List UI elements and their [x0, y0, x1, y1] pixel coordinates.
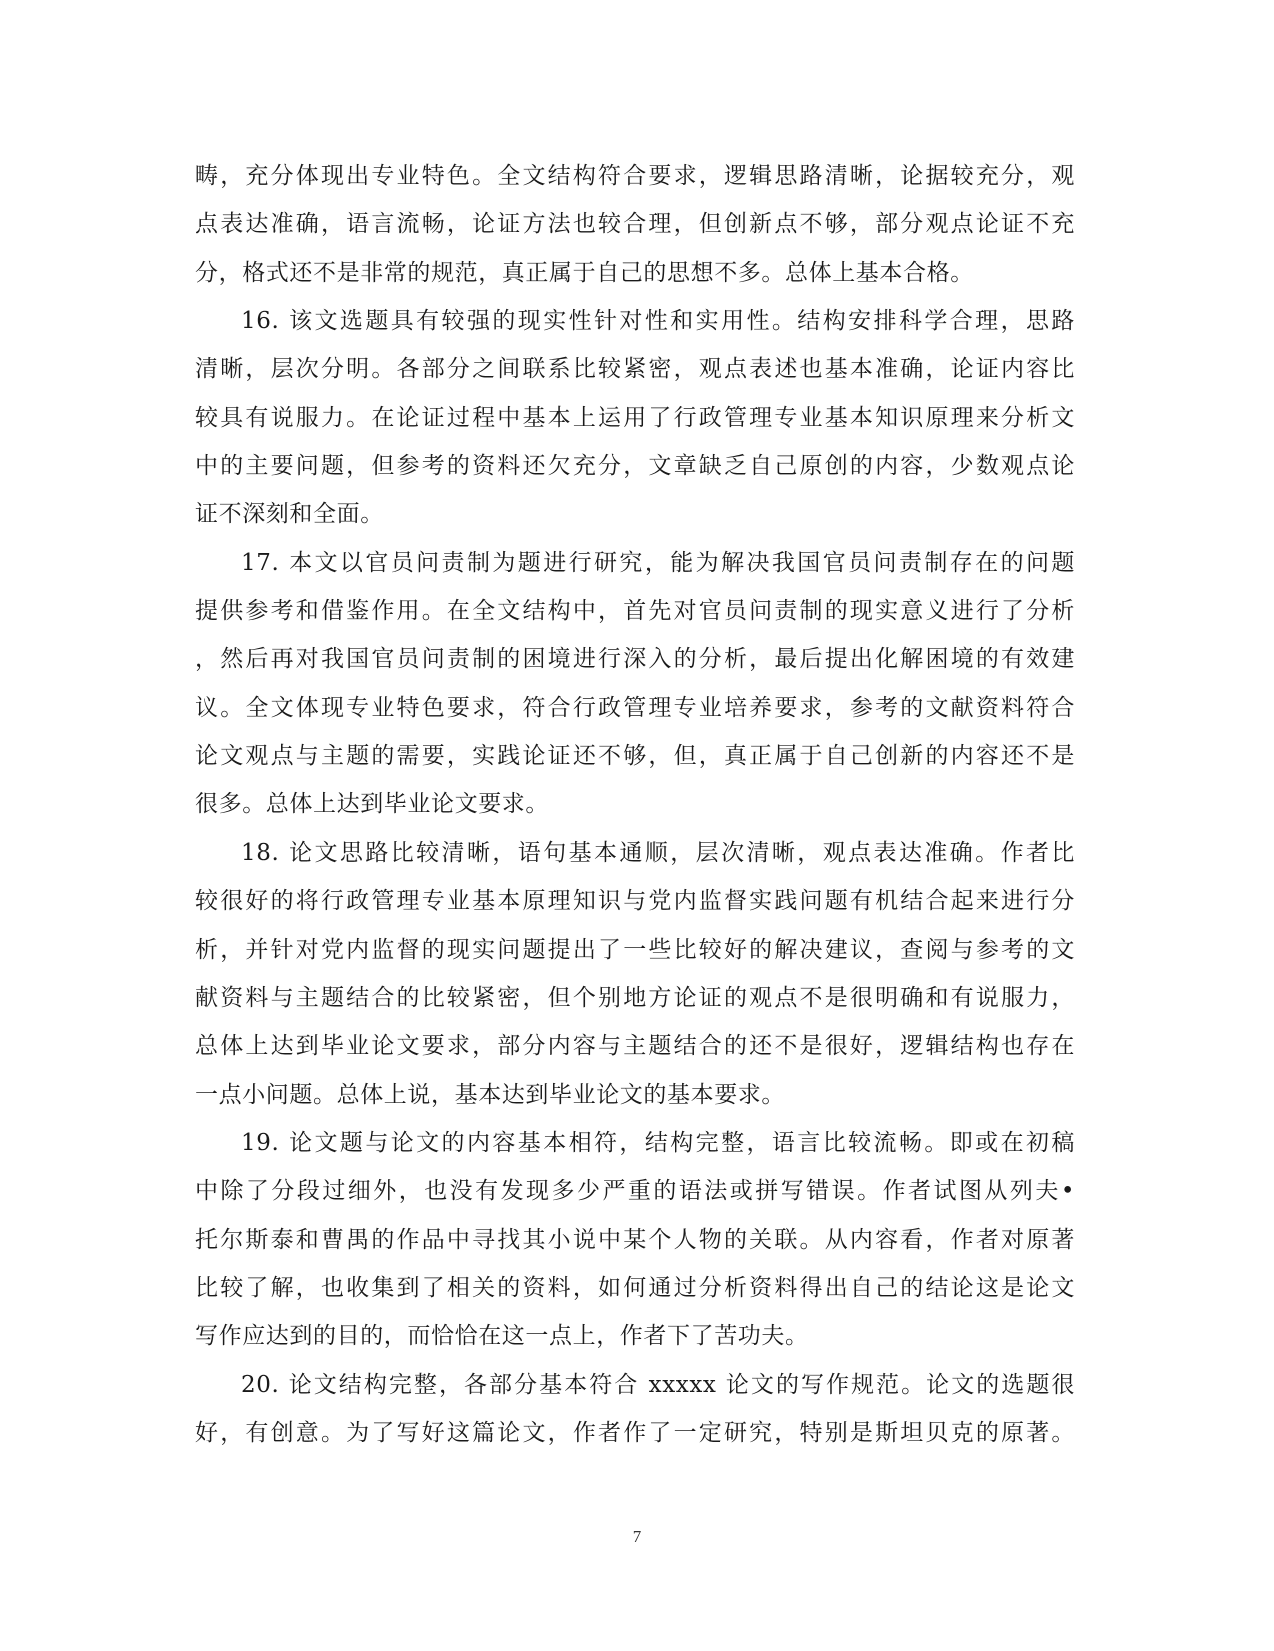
text-line: 较很好的将行政管理专业基本原理知识与党内监督实践问题有机结合起来进行分: [195, 888, 1075, 915]
text-line: 献资料与主题结合的比较紧密，但个别地方论证的观点不是很明确和有说服力，: [195, 984, 1075, 1011]
text-line: 很多。总体上达到毕业论文要求。: [195, 791, 549, 818]
text-line: 托尔斯泰和曹禺的作品中寻找其小说中某个人物的关联。从内容看，作者对原著: [195, 1226, 1075, 1253]
text-line: 论文观点与主题的需要，实践论证还不够，但，真正属于自己创新的内容还不是: [195, 743, 1075, 770]
text-line: 一点小问题。总体上说，基本达到毕业论文的基本要求。: [195, 1081, 785, 1108]
text-line: 清晰，层次分明。各部分之间联系比较紧密，观点表述也基本准确，论证内容比: [195, 356, 1075, 383]
text-line: 20. 论文结构完整，各部分基本符合 xxxxx 论文的写作规范。论文的选题很: [241, 1371, 1075, 1398]
text-line: 好，有创意。为了写好这篇论文，作者作了一定研究，特别是斯坦贝克的原著。: [195, 1419, 1075, 1446]
text-line: ，然后再对我国官员问责制的困境进行深入的分析，最后提出化解困境的有效建: [195, 646, 1075, 673]
text-line: 19. 论文题与论文的内容基本相符，结构完整，语言比较流畅。即或在初稿: [241, 1129, 1075, 1156]
text-line: 18. 论文思路比较清晰，语句基本通顺，层次清晰，观点表达准确。作者比: [241, 839, 1075, 866]
page-number: 7: [632, 1527, 642, 1546]
text-line: 总体上达到毕业论文要求，部分内容与主题结合的还不是很好，逻辑结构也存在: [195, 1033, 1075, 1060]
text-line: 点表达准确，语言流畅，论证方法也较合理，但创新点不够，部分观点论证不充: [195, 211, 1075, 238]
text-line: 中的主要问题，但参考的资料还欠充分，文章缺乏自己原创的内容，少数观点论: [195, 453, 1075, 480]
text-line: 比较了解，也收集到了相关的资料，如何通过分析资料得出自己的结论这是论文: [195, 1274, 1075, 1301]
text-line: 分，格式还不是非常的规范，真正属于自己的思想不多。总体上基本合格。: [195, 259, 974, 286]
text-line: 畴，充分体现出专业特色。全文结构符合要求，逻辑思路清晰，论据较充分，观: [195, 163, 1075, 189]
text-line: 证不深刻和全面。: [195, 501, 384, 528]
body-text: [195, 152, 1075, 1457]
text-line: 17. 本文以官员问责制为题进行研究，能为解决我国官员问责制存在的问题: [241, 549, 1075, 576]
text-line: 中除了分段过细外，也没有发现多少严重的语法或拼写错误。作者试图从列夫•: [195, 1178, 1075, 1205]
text-line: 提供参考和借鉴作用。在全文结构中，首先对官员问责制的现实意义进行了分析: [195, 598, 1075, 625]
text-line: 写作应达到的目的，而恰恰在这一点上，作者下了苦功夫。: [195, 1323, 809, 1350]
text-line: 议。全文体现专业特色要求，符合行政管理专业培养要求，参考的文献资料符合: [195, 694, 1075, 721]
text-line: 16. 该文选题具有较强的现实性针对性和实用性。结构安排科学合理，思路: [241, 308, 1075, 335]
text-line: 较具有说服力。在论证过程中基本上运用了行政管理专业基本知识原理来分析文: [195, 404, 1075, 431]
text-line: 析，并针对党内监督的现实问题提出了一些比较好的解决建议，查阅与参考的文: [195, 936, 1075, 963]
